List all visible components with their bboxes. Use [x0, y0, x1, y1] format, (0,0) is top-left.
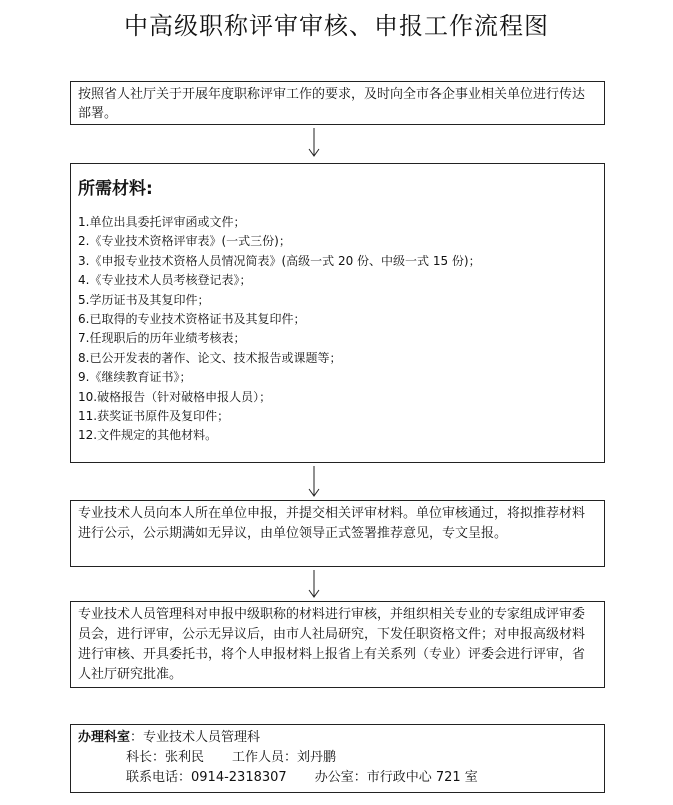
material-item: 9.《继续教育证书》；: [78, 370, 192, 385]
office-chief: 科长：张利民: [126, 750, 205, 765]
material-item: 5.学历证书及其复印件；: [78, 292, 210, 307]
office-label: 办理科室: [78, 730, 131, 745]
step-review-text: 专业技术人员管理科对申报中级职称的材料进行审核，并组织相关专业的专家组成评审委员会，进行评审，公示无异议后，由市人社局研究，下发任职资格文件；对申报高级材料进行审核、开具委托书，将个人申报材料上报省上有关系列（专业）评委会进行评审，省人社厅研究批准。: [78, 607, 586, 682]
arrow-down-icon: [307, 466, 321, 498]
office-staff: 工作人员：刘丹鹏: [232, 750, 337, 765]
step-unit-apply-text: 专业技术人员向本人所在单位申报，并提交相关评审材料。单位审核通过，将拟推荐材料进行公示，公示期满如无异议，由单位领导正式签署推荐意见，专文呈报。: [78, 506, 586, 541]
step-deploy-text: 按照省人社厅关于开展年度职称评审工作的要求，及时向全市各企事业相关单位进行传达部署。: [78, 87, 586, 121]
office-dept: ：专业技术人员管理科: [130, 730, 261, 745]
material-item: 4.《专业技术人员考核登记表》；: [78, 273, 252, 288]
material-item: 2.《专业技术资格评审表》(一式三份)；: [78, 234, 291, 249]
step-review-box: [70, 601, 605, 688]
material-item: 3.《申报专业技术资格人员情况简表》(高级一式 20 份、中级一式 15 份)；: [78, 253, 481, 268]
office-room: 办公室：市行政中心 721 室: [314, 770, 478, 785]
material-item: 1.单位出具委托评审函或文件；: [78, 215, 246, 229]
material-item: 12.文件规定的其他材料。: [78, 428, 218, 443]
arrow-down-icon: [307, 128, 321, 158]
step-deploy-box: [70, 81, 605, 125]
material-item: 7.任现职后的历年业绩考核表；: [78, 331, 246, 346]
material-item: 11.获奖证书原件及复印件；: [78, 409, 230, 424]
step-unit-apply-box: [70, 500, 605, 567]
material-item: 8.已公开发表的著作、论文、技术报告或课题等；: [78, 350, 342, 365]
materials-box: [70, 163, 605, 463]
office-phone: 联系电话：0914-2318307: [126, 770, 287, 785]
materials-list: [78, 213, 597, 446]
page-title: 中高级职称评审审核、申报工作流程图: [124, 12, 549, 40]
material-item: 10.破格报告（针对破格申报人员）；: [78, 389, 272, 404]
office-info-box: [70, 724, 605, 793]
materials-heading: 所需材料:: [78, 179, 153, 199]
material-item: 6.已取得的专业技术资格证书及其复印件；: [78, 312, 306, 327]
arrow-down-icon: [307, 570, 321, 599]
